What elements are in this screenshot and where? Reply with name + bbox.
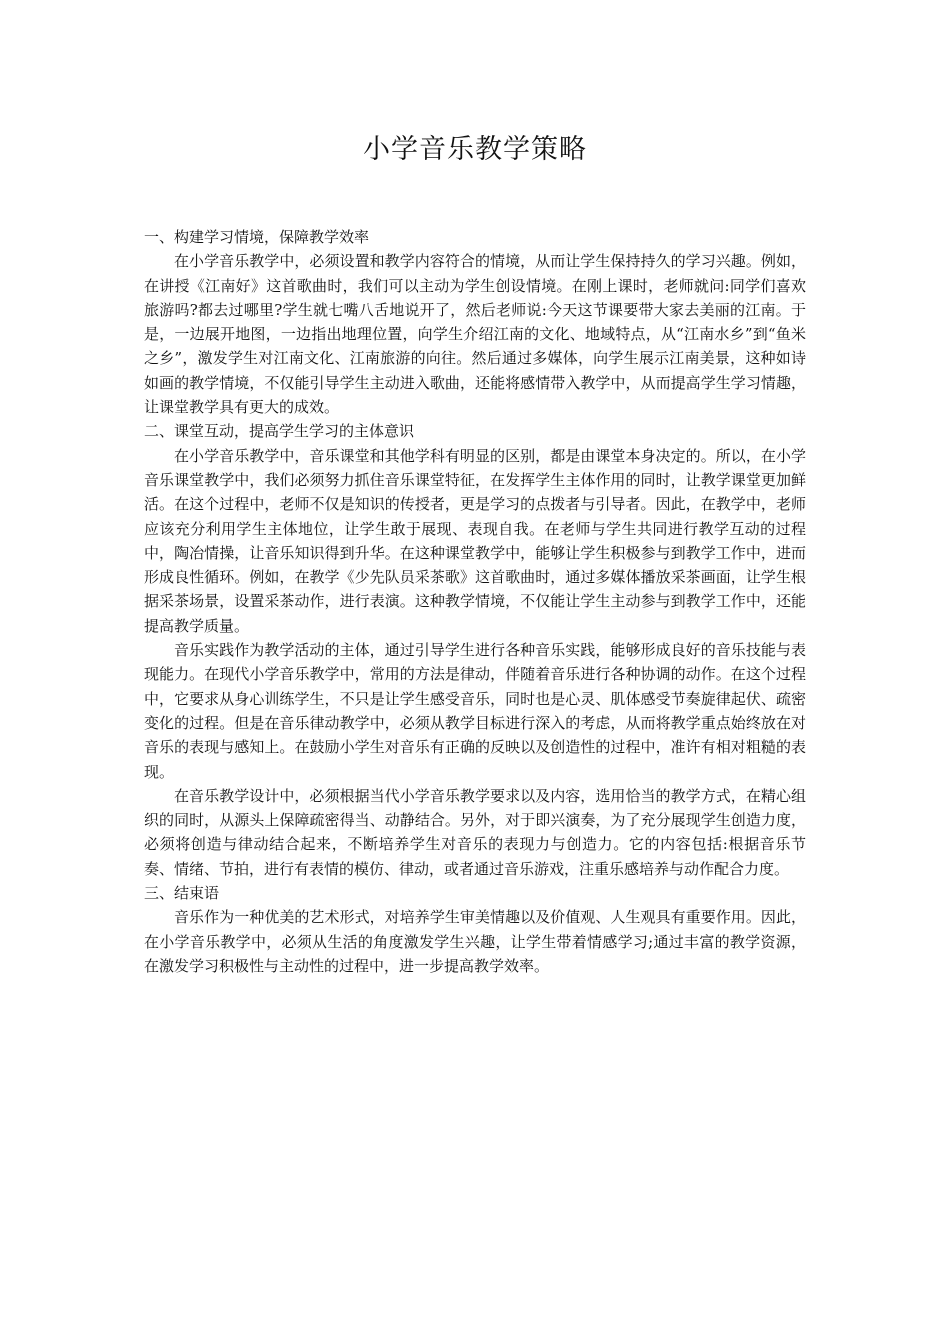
body-paragraph: 音乐实践作为教学活动的主体，通过引导学生进行各种音乐实践，能够形成良好的音乐技能与表现能力。在现代小学音乐教学中，常用的方法是律动，伴随着音乐进行各种协调的动作。在这个过程中，它要求从身心训练学生，不只是让学生感受音乐，同时也是心灵、肌体感受节奏旋律起伏、疏密变化的过程。但是在音乐律动教学中，必须从教学目标进行深入的考虑，从而将教学重点始终放在对音乐的表现与感知上。在鼓励小学生对音乐有正确的反映以及创造性的过程中，准许有相对粗糙的表现。 bbox=[144, 641, 806, 781]
body-paragraph: 音乐作为一种优美的艺术形式，对培养学生审美情趣以及价值观、人生观具有重要作用。因此，在小学音乐教学中，必须从生活的角度激发学生兴趣，让学生带着情感学习;通过丰富的教学资源，在激发学习积极性与主动性的过程中，进一步提高教学效率。 bbox=[144, 908, 806, 975]
section-heading: 二、课堂互动，提高学生学习的主体意识 bbox=[144, 422, 415, 441]
body-paragraph: 在小学音乐教学中，音乐课堂和其他学科有明显的区别，都是由课堂本身决定的。所以，在小学音乐课堂教学中，我们必须努力抓住音乐课堂特征，在发挥学生主体作用的同时，让教学课堂更加鲜活。在这个过程中，老师不仅是知识的传授者，更是学习的点拨者与引导者。因此，在教学中，老师应该充分利用学生主体地位，让学生敢于展现、表现自我。在老师与学生共同进行教学互动的过程中，陶冶情操，让音乐知识得到升华。在这种课堂教学中，能够让学生积极参与到教学工作中，进而形成良性循环。例如，在教学《少先队员采茶歌》这首歌曲时，通过多媒体播放采茶画面，让学生根据采茶场景，设置采茶动作，进行表演。这种教学情境，不仅能让学生主动参与到教学工作中，还能提高教学质量。 bbox=[144, 446, 806, 635]
section-heading: 一、构建学习情境，保障教学效率 bbox=[144, 228, 370, 246]
body-paragraph: 在小学音乐教学中，必须设置和教学内容符合的情境，从而让学生保持持久的学习兴趣。例如，在讲授《江南好》这首歌曲时，我们可以主动为学生创设情境。在刚上课时，老师就问:同学们喜欢旅游吗?都去过哪里?学生就七嘴八舌地说开了，然后老师说:今天这节课要带大家去美丽的江南。于是，一边展开地图，一边指出地理位置，向学生介绍江南的文化、地域特点，从“江南水乡”到“鱼米之乡”，激发学生对江南文化、江南旅游的向往。然后通过多媒体，向学生展示江南美景，这种如诗如画的教学情境，不仅能引导学生主动进入歌曲，还能将感情带入教学中，从而提高学生学习情趣，让课堂教学具有更大的成效。 bbox=[144, 252, 806, 417]
page-title: 小学音乐教学策略 bbox=[363, 134, 587, 165]
body-paragraph: 在音乐教学设计中，必须根据当代小学音乐教学要求以及内容，选用恰当的教学方式，在精心组织的同时，从源头上保障疏密得当、动静结合。另外，对于即兴演奏，为了充分展现学生创造力度，必须将创造与律动结合起来，不断培养学生对音乐的表现力与创造力。它的内容包括:根据音乐节奏、情绪、节拍，进行有表情的模仿、律动，或者通过音乐游戏，注重乐感培养与动作配合力度。 bbox=[144, 786, 806, 878]
section-heading: 三、结束语 bbox=[144, 884, 220, 903]
document-body bbox=[144, 225, 806, 978]
